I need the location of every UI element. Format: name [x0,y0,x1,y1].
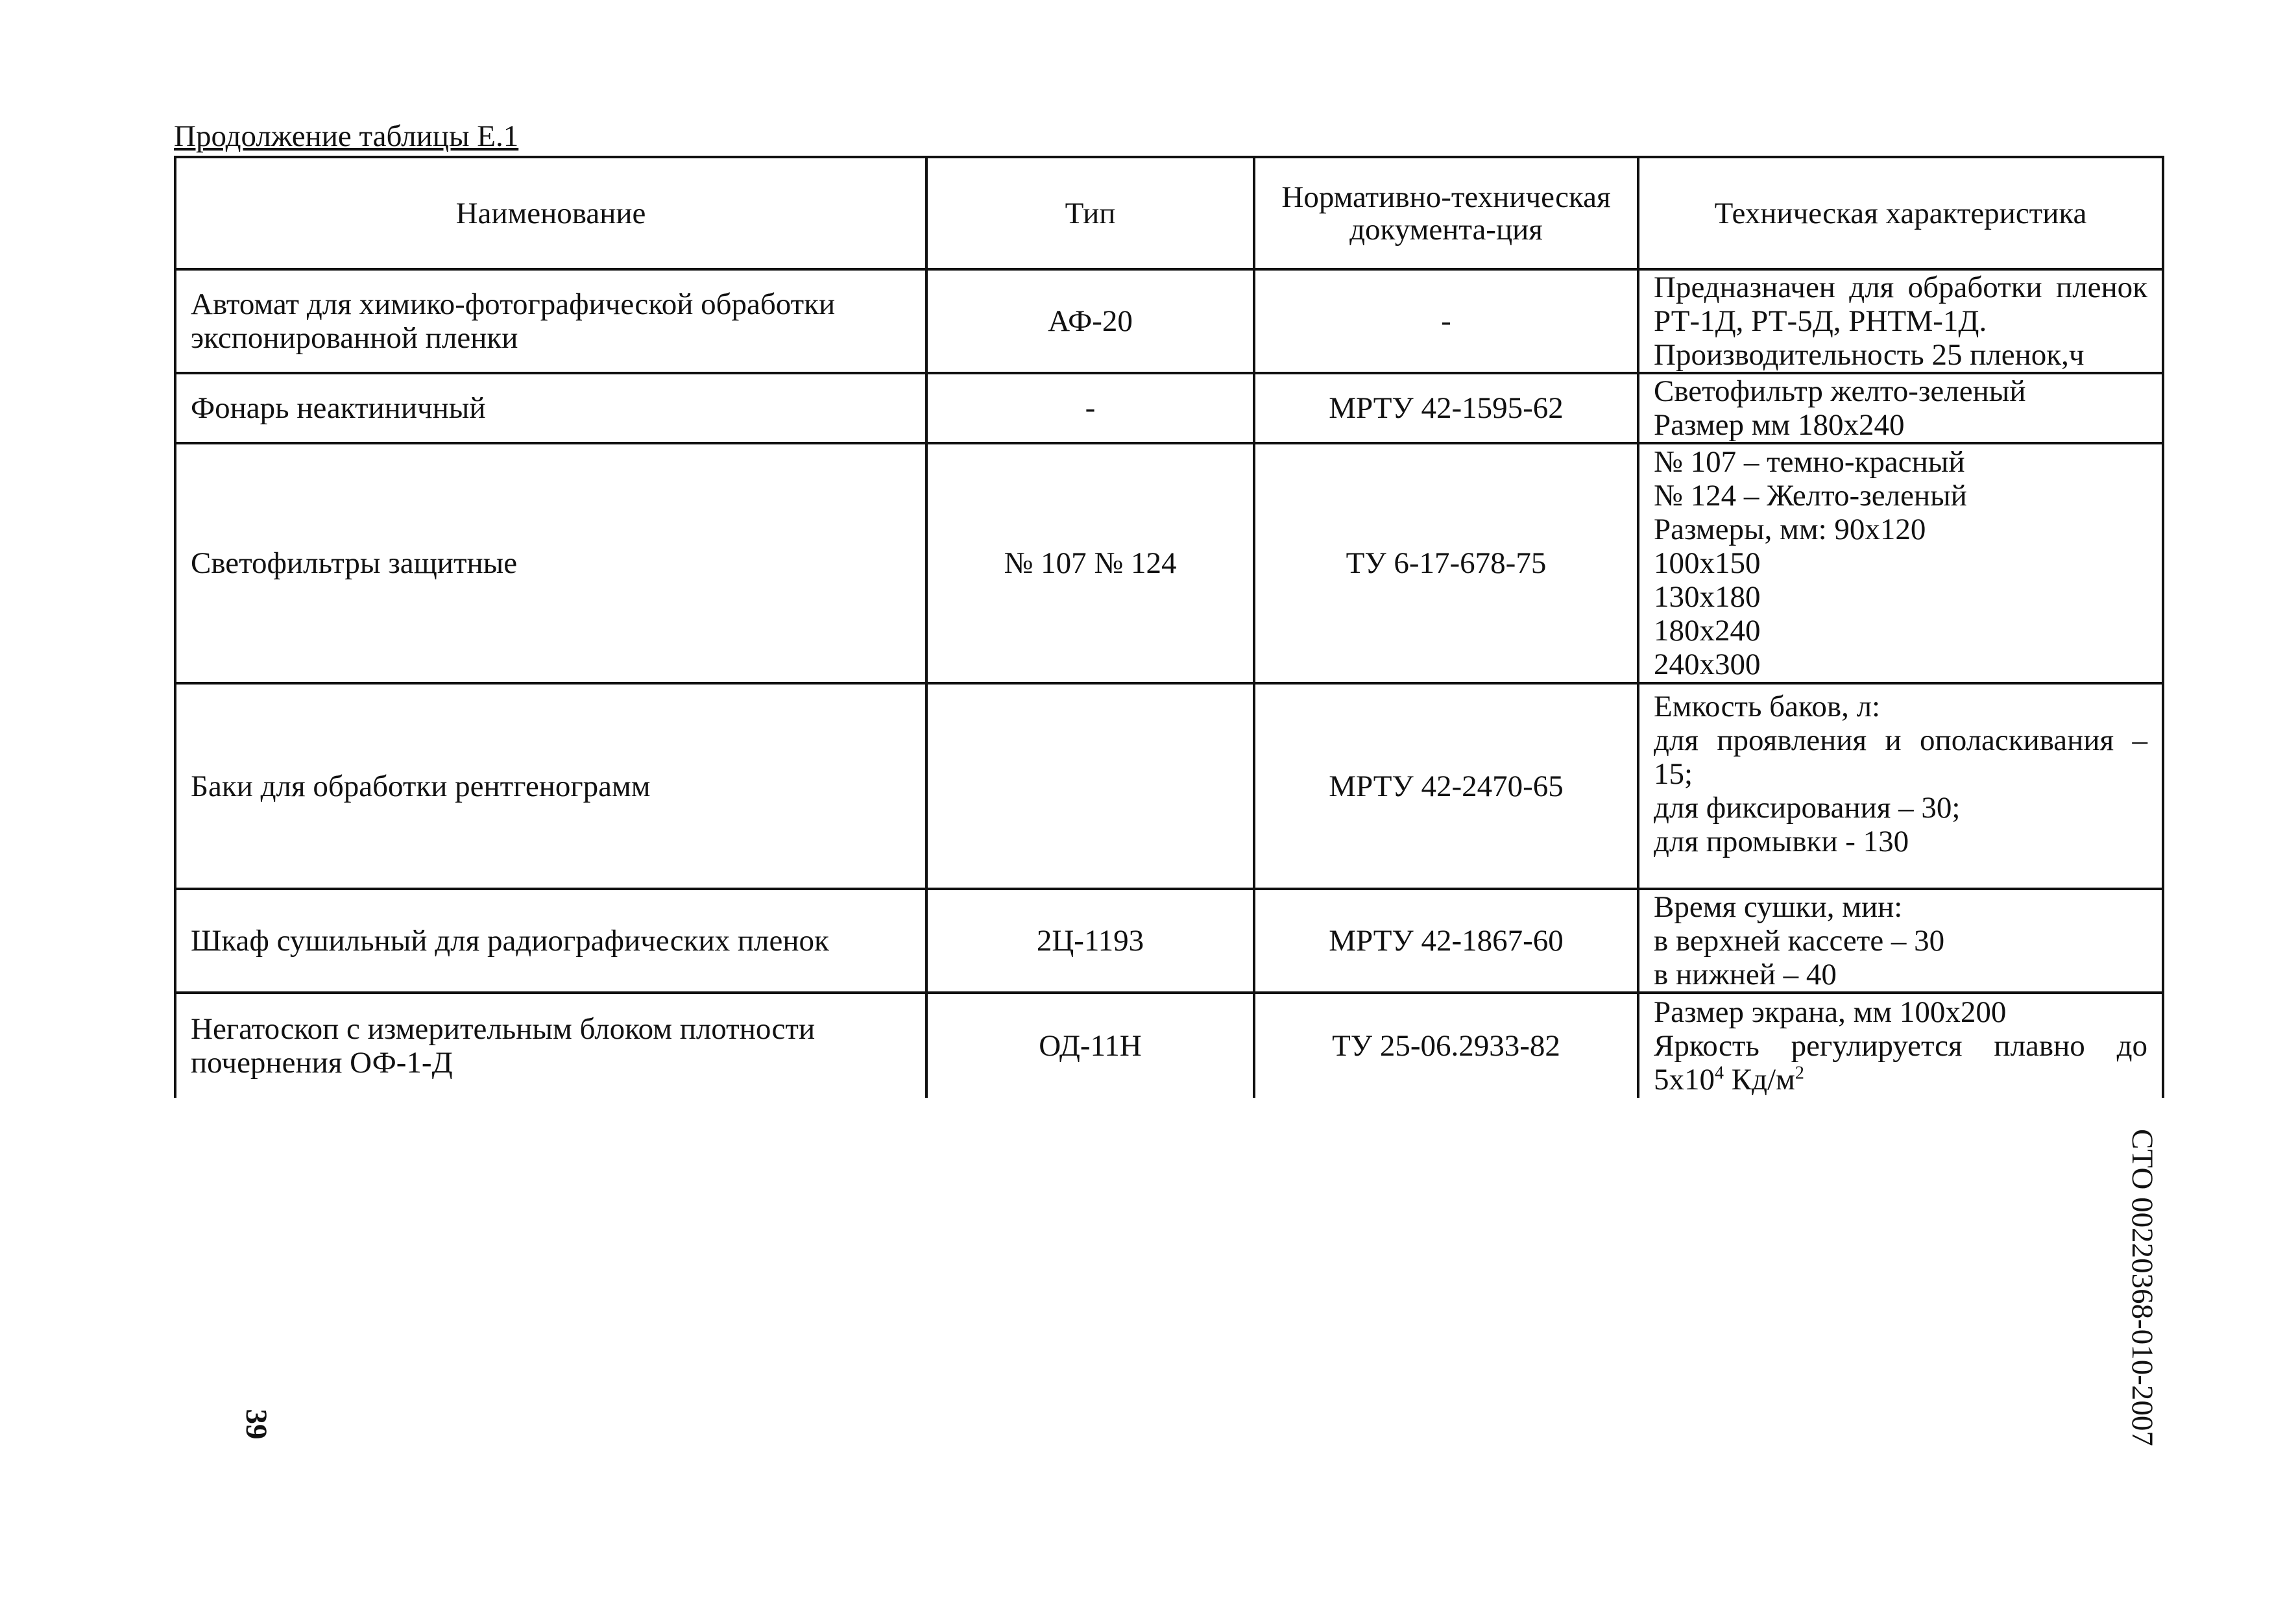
page-number: 39 [239,1409,273,1440]
row-spec [1638,889,2163,993]
row-spec [1638,373,2163,443]
spec-line: 180x240 [1654,614,1761,648]
spec-line: Предназначен для обработки пленок [1654,271,2147,304]
unit-exponent: 2 [1795,1063,1804,1084]
row-spec [1638,269,2163,373]
row-spec [1638,683,2163,889]
brightness-base: 5x10 [1654,1063,1715,1097]
spec-line: в верхней кассете – 30 [1654,924,1945,958]
spec-line: № 124 – Желто-зеленый [1654,479,1967,513]
table-caption: Продолжение таблицы Е.1 [174,119,519,153]
row-name: Баки для обработки рентгенограмм [175,683,926,889]
row-spec [1638,443,2163,683]
row-type: ОД-11Н [926,993,1254,1098]
row-name: Негатоскоп с измерительным блоком плотности почернения ОФ-1-Д [175,993,926,1098]
header-type: Тип [926,157,1254,269]
document-code: СТО 00220368-010-2007 [2125,1129,2159,1446]
spec-line-formula [1654,1063,2147,1097]
row-type: 2Ц-1193 [926,889,1254,993]
table-row [175,889,2163,993]
equipment-table [174,156,2164,1098]
type-line: № 107 [1004,546,1087,580]
brightness-exponent: 4 [1715,1063,1724,1084]
header-spec: Техническая характеристика [1638,157,2163,269]
spec-line: Яркость регулируется плавно до [1654,1029,2147,1063]
spec-line: 100x150 [1654,546,1761,580]
spec-line: № 107 – темно-красный [1654,445,1965,479]
spec-line: для проявления и ополаскивания – [1654,723,2147,757]
table-row [175,993,2163,1098]
table-row [175,443,2163,683]
row-docs: - [1254,269,1638,373]
spec-line: для промывки - 130 [1654,825,1909,858]
row-type [926,443,1254,683]
row-docs: МРТУ 42-1867-60 [1254,889,1638,993]
type-line: № 124 [1094,546,1177,580]
table-header-row [175,157,2163,269]
spec-line: Производительность 25 пленок,ч [1654,338,2085,372]
table-row [175,269,2163,373]
spec-line: Размер мм 180x240 [1654,408,1905,442]
row-name: Фонарь неактиничный [175,373,926,443]
header-name: Наименование [175,157,926,269]
spec-line: Размер экрана, мм 100x200 [1654,995,2007,1029]
row-type: АФ-20 [926,269,1254,373]
spec-line: в нижней – 40 [1654,958,1837,991]
row-docs: МРТУ 42-1595-62 [1254,373,1638,443]
spec-line: Светофильтр желто-зеленый [1654,374,2026,408]
spec-line: 130x180 [1654,580,1761,614]
spec-line: для фиксирования – 30; [1654,791,1961,825]
spec-line: Емкость баков, л: [1654,690,1881,723]
table-row [175,373,2163,443]
row-docs: ТУ 6-17-678-75 [1254,443,1638,683]
row-name: Шкаф сушильный для радиографических пленок [175,889,926,993]
spec-line: 15; [1654,757,1693,791]
spec-line: 240x300 [1654,648,1761,681]
spec-line: Размеры, мм: 90x120 [1654,513,1926,546]
brightness-unit: Кд/м [1724,1063,1795,1097]
table-row [175,683,2163,889]
row-docs: МРТУ 42-2470-65 [1254,683,1638,889]
row-name: Светофильтры защитные [175,443,926,683]
header-docs: Нормативно-техническая документа-ция [1254,157,1638,269]
row-name: Автомат для химико-фотографической обработки экспонированной пленки [175,269,926,373]
row-type: - [926,373,1254,443]
row-type [926,683,1254,889]
spec-line: РТ-1Д, РТ-5Д, РНТМ-1Д. [1654,304,1987,338]
spec-line: Время сушки, мин: [1654,890,1903,924]
row-spec [1638,993,2163,1098]
row-docs: ТУ 25-06.2933-82 [1254,993,1638,1098]
